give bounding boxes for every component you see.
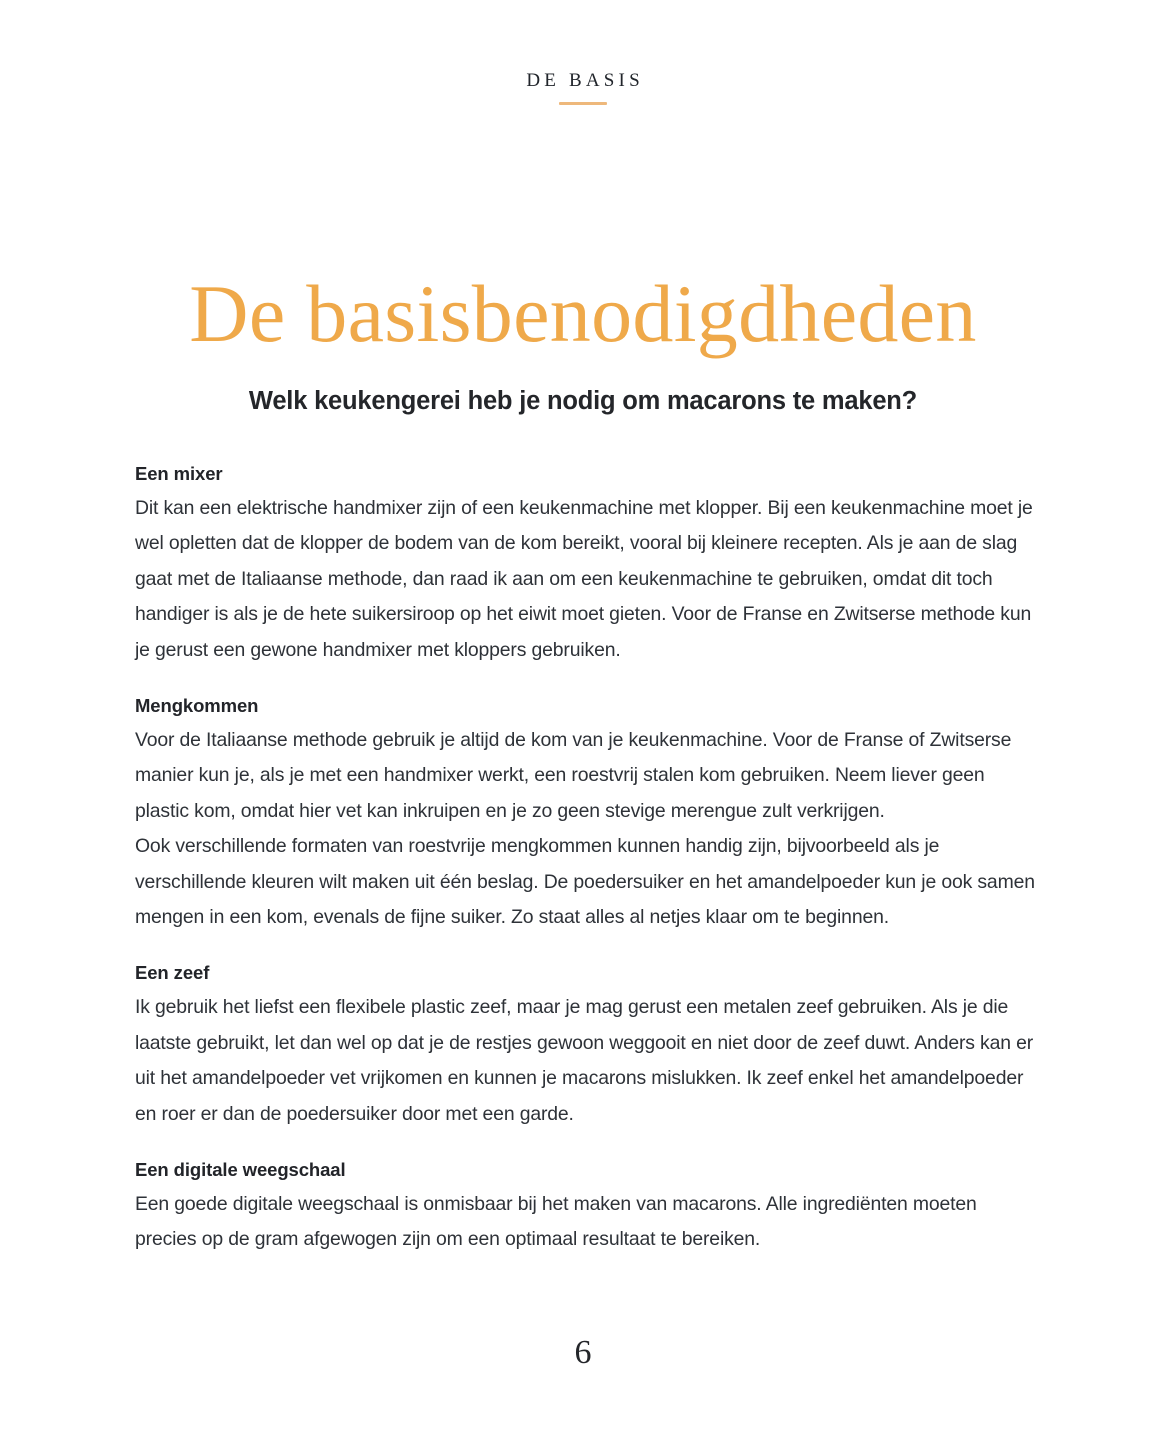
- section-paragraph: Ik gebruik het liefst een flexibele plastic zeef, maar je mag gerust een metalen zeef gebruiken. Als je die laatste gebruikt, let dan wel op dat je de restjes gewoon weggooit en niet door de zeef duwt. Anders kan er uit het amandelpoeder vet vrijkomen en kunnen je macarons mislukken. Ik zeef enkel het amandelpoeder en roer er dan de poedersuiker door met een garde.: [135, 996, 1034, 1125]
- section-paragraph: Ook verschillende formaten van roestvrije mengkommen kunnen handig zijn, bijvoorbeeld als je verschillende kleuren wilt maken uit één beslag. De poedersuiker en het amandelpoeder kun je ook samen mengen in een kom, evenals de fijne suiker. Zo staat alles al netjes klaar om te beginnen.: [135, 835, 1035, 928]
- body-content: [135, 462, 1035, 1258]
- running-head-divider: [559, 102, 607, 105]
- section-heading: Mengkommen: [135, 695, 259, 716]
- page-subtitle: Welk keukengerei heb je nodig om macarons te maken?: [248, 387, 918, 416]
- section-heading: Een zeef: [135, 962, 210, 984]
- running-head-label: DE BASIS: [526, 70, 644, 91]
- section-een-zeef: [135, 961, 1035, 1132]
- page-number: 6: [574, 1334, 592, 1371]
- running-head: [0, 70, 1166, 105]
- section-heading: Een mixer: [135, 463, 223, 484]
- section-een-mixer: [135, 462, 1035, 668]
- section-heading: Een digitale weegschaal: [135, 1159, 346, 1180]
- section-paragraph: Een goede digitale weegschaal is onmisbaar bij het maken van macarons. Alle ingrediënten moeten precies op de gram afgewogen zijn om een optimaal resultaat te bereiken.: [135, 1192, 977, 1251]
- section-paragraph: Dit kan een elektrische handmixer zijn of een keukenmachine met klopper. Bij een keukenmachine moet je wel opletten dat de klopper de bodem van de kom bereikt, vooral bij kleinere recepten. Als je aan de slag gaat met de Italiaanse methode, dan raad ik aan om een keukenmachine te gebruiken, omdat dit toch handiger is als je de hete suikersiroop op het eiwit moet gieten. Voor de Franse en Zwitserse methode kun je gerust een gewone handmixer met kloppers gebruiken.: [135, 496, 1033, 661]
- section-een-digitale-weegschaal: [135, 1158, 1035, 1258]
- page-title: De basisbenodigdheden: [189, 267, 977, 359]
- section-paragraph: Voor de Italiaanse methode gebruik je altijd de kom van je keukenmachine. Voor de Franse of Zwitserse manier kun je, als je met een handmixer werkt, een roestvrij stalen kom gebruiken. Neem liever geen plastic kom, omdat hier vet kan inkruipen en je zo geen stevige merengue zult verkrijgen.: [135, 728, 1012, 822]
- section-mengkommen: [135, 694, 1035, 935]
